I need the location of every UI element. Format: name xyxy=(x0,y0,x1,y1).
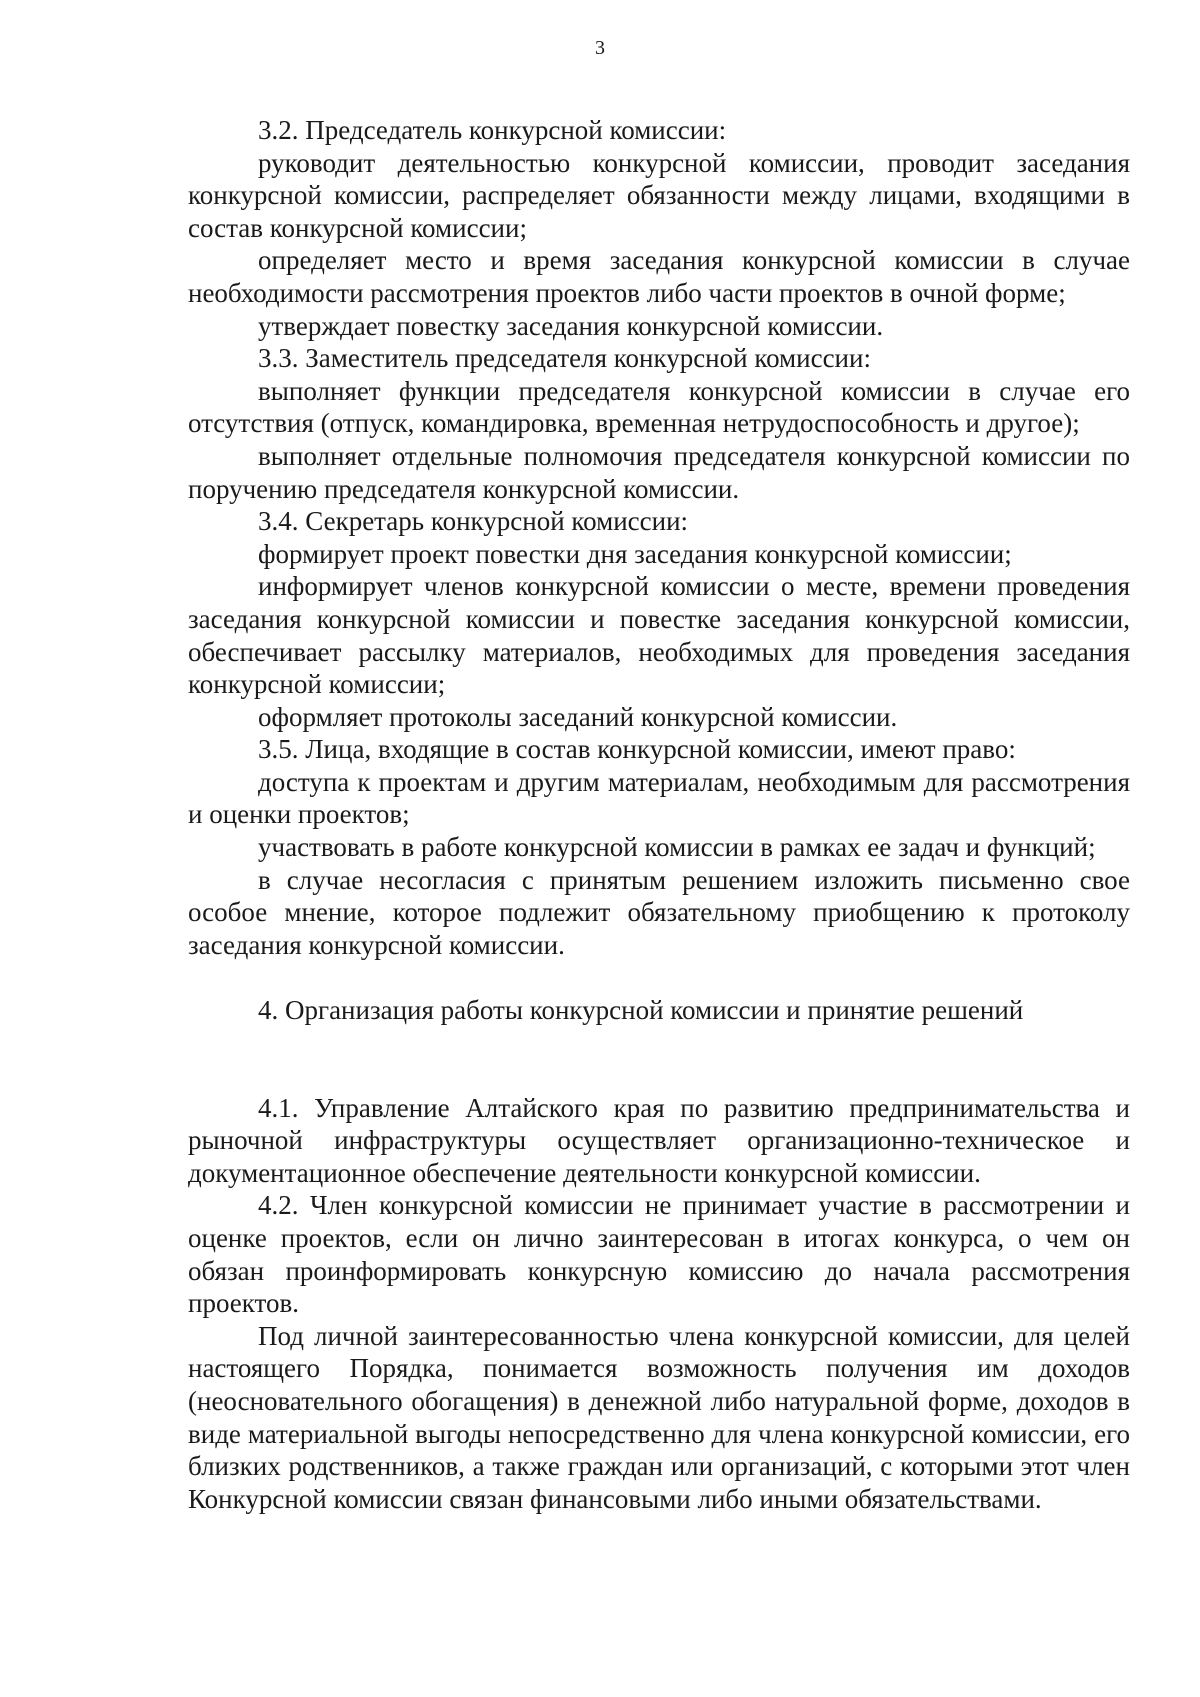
page-number: 3 xyxy=(595,37,605,59)
paragraph-3-4-heading: 3.4. Секретарь конкурсной комиссии: xyxy=(258,506,689,537)
paragraph: оформляет протоколы заседаний конкурсной комиссии. xyxy=(258,701,898,732)
spacer xyxy=(188,961,1130,994)
paragraph: участвовать в работе конкурсной комиссии в рамках ее задач и функций; xyxy=(258,832,1096,863)
paragraph: выполняет отдельные полномочия председателя конкурсной комиссии по поручению председателя конкурсной комиссии. xyxy=(188,440,1130,504)
paragraph: Под личной заинтересованностью члена конкурсной комиссии, для целей настоящего Порядка, понимается возможность получения им доходов (неосновательного обогащения) в денежной либо натуральной форме, доходов в виде материальной выгоды непосредственно для члена конкурсной комиссии, его близких родственников, а также граждан или организаций, с которыми этот член Конкурсной комиссии связан финансовыми либо иными обязательствами. xyxy=(188,1320,1130,1514)
paragraph: определяет место и время заседания конкурсной комиссии в случае необходимости рассмотрения проектов либо части проектов в очной форме; xyxy=(188,245,1130,308)
paragraph: доступа к проектам и другим материалам, необходимым для рассмотрения и оценки проектов; xyxy=(188,766,1130,830)
paragraph: в случае несогласия с принятым решением изложить письменно свое особое мнение, которое подлежит обязательному приобщению к протоколу заседания конкурсной комиссии. xyxy=(188,864,1130,960)
paragraph: формирует проект повестки дня заседания конкурсной комиссии; xyxy=(258,538,1012,569)
paragraph: руководит деятельностью конкурсной комиссии, проводит заседания конкурсной комиссии, распределяет обязанности между лицами, входящими в состав конкурсной комиссии; xyxy=(188,147,1130,243)
paragraph-4-1: 4.1. Управление Алтайского края по развитию предпринимательства и рыночной инфраструктуры осуществляет организационно-техническое и документационное обеспечение деятельности конкурсной комиссии. xyxy=(188,1092,1130,1188)
paragraph: утверждает повестку заседания конкурсной комиссии. xyxy=(258,310,884,341)
paragraph-4-2: 4.2. Член конкурсной комиссии не принимает участие в рассмотрении и оценке проектов, если он лично заинтересован в итогах конкурса, о чем он обязан проинформировать конкурсную комиссию до начала рассмотрения проектов. xyxy=(188,1190,1130,1319)
paragraph: выполняет функции председателя конкурсной комиссии в случае его отсутствия (отпуск, командировка, временная нетрудоспособность и другое); xyxy=(188,375,1130,439)
paragraph: информирует членов конкурсной комиссии о месте, времени проведения заседания конкурсной комиссии и повестке заседания конкурсной комиссии, обеспечивает рассылку материалов, необходимых для проведения заседания конкурсной комиссии; xyxy=(188,571,1130,700)
paragraph-3-3-heading: 3.3. Заместитель председателя конкурсной комиссии: xyxy=(258,343,871,374)
spacer xyxy=(188,1027,1130,1092)
document-body xyxy=(188,114,1130,1515)
paragraph-3-2-heading: 3.2. Председатель конкурсной комиссии: xyxy=(258,115,727,145)
paragraph-3-5-heading: 3.5. Лица, входящие в состав конкурсной комиссии, имеют право: xyxy=(258,734,1016,765)
section-4-title: 4. Организация работы конкурсной комиссии и принятие решений xyxy=(258,995,1024,1026)
